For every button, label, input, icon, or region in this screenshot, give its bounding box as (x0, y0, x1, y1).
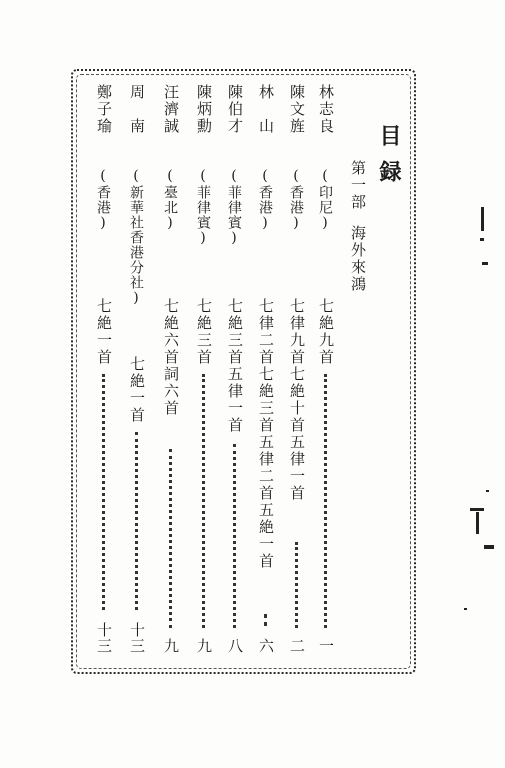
page-number: 九 (195, 638, 213, 654)
scan-mark (464, 608, 467, 610)
page-number: 九 (162, 638, 180, 654)
author-name: 周 南 (128, 84, 146, 135)
author-name: 陳伯才 (226, 84, 244, 135)
toc-entry (289, 84, 307, 664)
work-description: 七律二首七絶三首五律二首五絶一首 (257, 298, 275, 570)
work-description: 七絶三首五律一首 (226, 298, 244, 434)
page-number: 十三 (95, 622, 113, 654)
leader-dots (324, 374, 330, 628)
work-description: 七絶三首 (195, 298, 213, 366)
leader-dots (295, 542, 301, 628)
leader-dots (135, 432, 141, 610)
leader-dots (233, 444, 239, 628)
toc-entry (96, 84, 114, 664)
author-region: (香港) (288, 168, 304, 232)
work-description: 七絶一首 (128, 356, 146, 424)
part-title: 海外來鴻 (349, 225, 367, 293)
scan-mark (486, 490, 489, 492)
author-region: (菲律賓) (195, 168, 211, 247)
scan-mark (480, 238, 484, 241)
toc-entry (227, 84, 245, 664)
author-region: (香港) (95, 168, 111, 232)
author-name: 汪濟誠 (162, 84, 180, 135)
leader-dots (264, 614, 270, 626)
toc-entry (258, 84, 276, 664)
author-name: 陳文旌 (288, 84, 306, 135)
author-region: (菲律賓) (226, 168, 242, 247)
author-name: 林志良 (317, 84, 335, 135)
toc-entry (318, 84, 336, 664)
page-number: 十三 (128, 622, 146, 654)
author-region: (印尼) (317, 168, 333, 232)
toc-entry (129, 84, 147, 664)
toc-entry (163, 84, 181, 664)
author-region: (香港) (257, 168, 273, 232)
scan-mark (481, 207, 484, 231)
scan-mark (484, 545, 494, 549)
work-description: 七律九首七絶十首五律一首 (288, 298, 306, 502)
work-description: 七絶九首 (317, 298, 335, 366)
author-name: 鄭子瑜 (95, 84, 113, 135)
part-heading (350, 160, 365, 293)
scan-mark (470, 508, 484, 511)
page-number: 二 (288, 638, 306, 654)
leader-dots (102, 374, 108, 610)
work-description: 七絶一首 (95, 298, 113, 366)
scan-mark (482, 262, 488, 265)
leader-dots (169, 449, 175, 628)
author-region: (臺北) (162, 168, 178, 232)
leader-dots (202, 374, 208, 628)
toc-entry (196, 84, 214, 664)
page-number: 八 (226, 638, 244, 654)
author-name: 陳炳勳 (195, 84, 213, 135)
page-title: 目録 (376, 124, 402, 196)
page-number: 一 (317, 638, 335, 654)
page-number: 六 (257, 638, 275, 654)
part-number: 第一部 (349, 160, 367, 211)
work-description: 七絶六首詞六首 (162, 298, 180, 417)
scan-mark (476, 512, 479, 534)
author-region: (新華社香港分社) (128, 168, 144, 307)
author-name: 林 山 (257, 84, 275, 135)
